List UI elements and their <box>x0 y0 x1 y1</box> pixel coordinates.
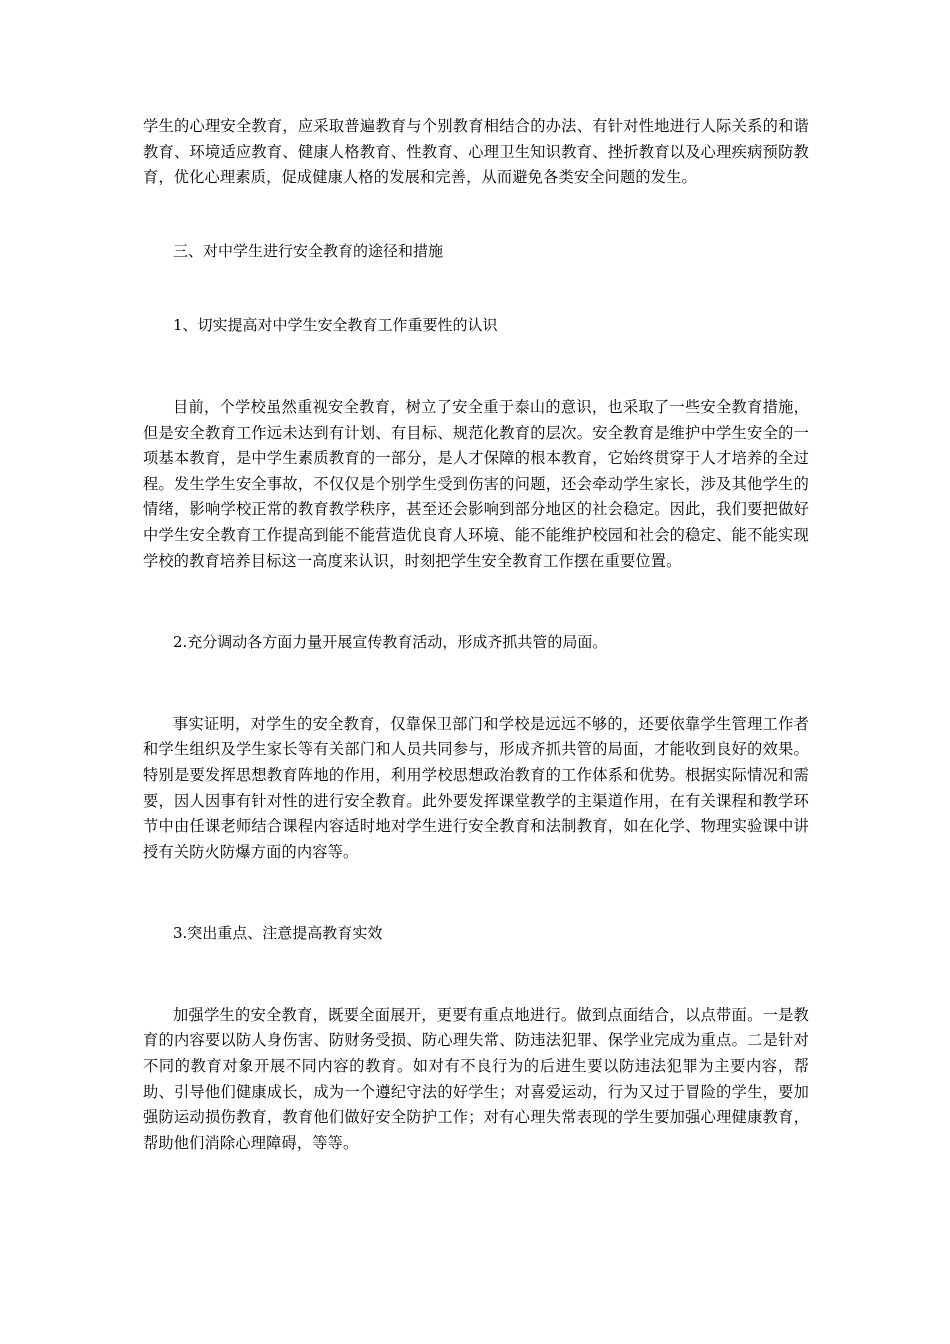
paragraph-item-3: 加强学生的安全教育，既要全面展开，更要有重点地进行。做到点面结合，以点带面。一是教育的内容要以防人身伤害、防财务受损、防心理失常、防违法犯罪、保学业完成为重点。二是针对不同的教育对象开展不同内容的教育。如对有不良行为的后进生要以防违法犯罪为主要内容，帮助、引导他们健康成长，成为一个遵纪守法的好学生；对喜爱运动，行为又过于冒险的学生，要加强防运动损伤教育，教育他们做好安全防护工作；对有心理失常表现的学生要加强心理健康教育，帮助他们消除心理障碍，等等。 <box>143 1005 809 1152</box>
paragraph-item-2: 事实证明，对学生的安全教育，仅靠保卫部门和学校是远远不够的，还要依靠学生管理工作者和学生组织及学生家长等有关部门和人员共同参与，形成齐抓共管的局面，才能收到良好的效果。特别是要发挥思想教育阵地的作用，利用学校思想政治教育的工作体系和优势。根据实际情况和需要，因人因事有针对性的进行安全教育。此外要发挥课堂教学的主渠道作用，在有关课程和教学环节中由任课老师结合课程内容适时地对学生进行安全教育和法制教育，如在化学、物理实验课中讲授有关防火防爆方面的内容等。 <box>143 714 809 861</box>
document-body <box>143 114 809 1156</box>
spacer <box>143 264 809 313</box>
spacer <box>143 656 809 712</box>
subheading-item-1: 1、切实提高对中学生安全教育工作重要性的认识 <box>173 316 498 335</box>
spacer <box>143 865 809 921</box>
spacer <box>143 574 809 630</box>
spacer <box>143 339 809 395</box>
section-heading-3: 三、对中学生进行安全教育的途径和措施 <box>173 241 444 260</box>
spacer <box>143 191 809 239</box>
subheading-item-2: 2.充分调动各方面力量开展宣传教育活动，形成齐抓共管的局面。 <box>173 633 608 652</box>
spacer <box>143 947 809 1003</box>
paragraph-intro: 学生的心理安全教育，应采取普遍教育与个别教育相结合的办法、有针对性地进行人际关系的和谐教育、环境适应教育、健康人格教育、性教育、心理卫生知识教育、挫折教育以及心理疾病预防教育，优化心理素质，促成健康人格的发展和完善，从而避免各类安全问题的发生。 <box>143 117 809 187</box>
subheading-item-3: 3.突出重点、注意提高教育实效 <box>173 924 383 943</box>
paragraph-item-1: 目前，个学校虽然重视安全教育，树立了安全重于泰山的意识，也采取了一些安全教育措施，但是安全教育工作远未达到有计划、有目标、规范化教育的层次。安全教育是维护中学生安全的一项基本教育，是中学生素质教育的一部分，是人才保障的根本教育，它始终贯穿于人才培养的全过程。发生学生安全事故，不仅仅是个别学生受到伤害的问题，还会牵动学生家长，涉及其他学生的情绪，影响学校正常的教育教学秩序，甚至还会影响到部分地区的社会稳定。因此，我们要把做好中学生安全教育工作提高到能不能营造优良育人环境、能不能维护校园和社会的稳定、能不能实现学校的教育培养目标这一高度来认识，时刻把学生安全教育工作摆在重要位置。 <box>143 397 809 570</box>
